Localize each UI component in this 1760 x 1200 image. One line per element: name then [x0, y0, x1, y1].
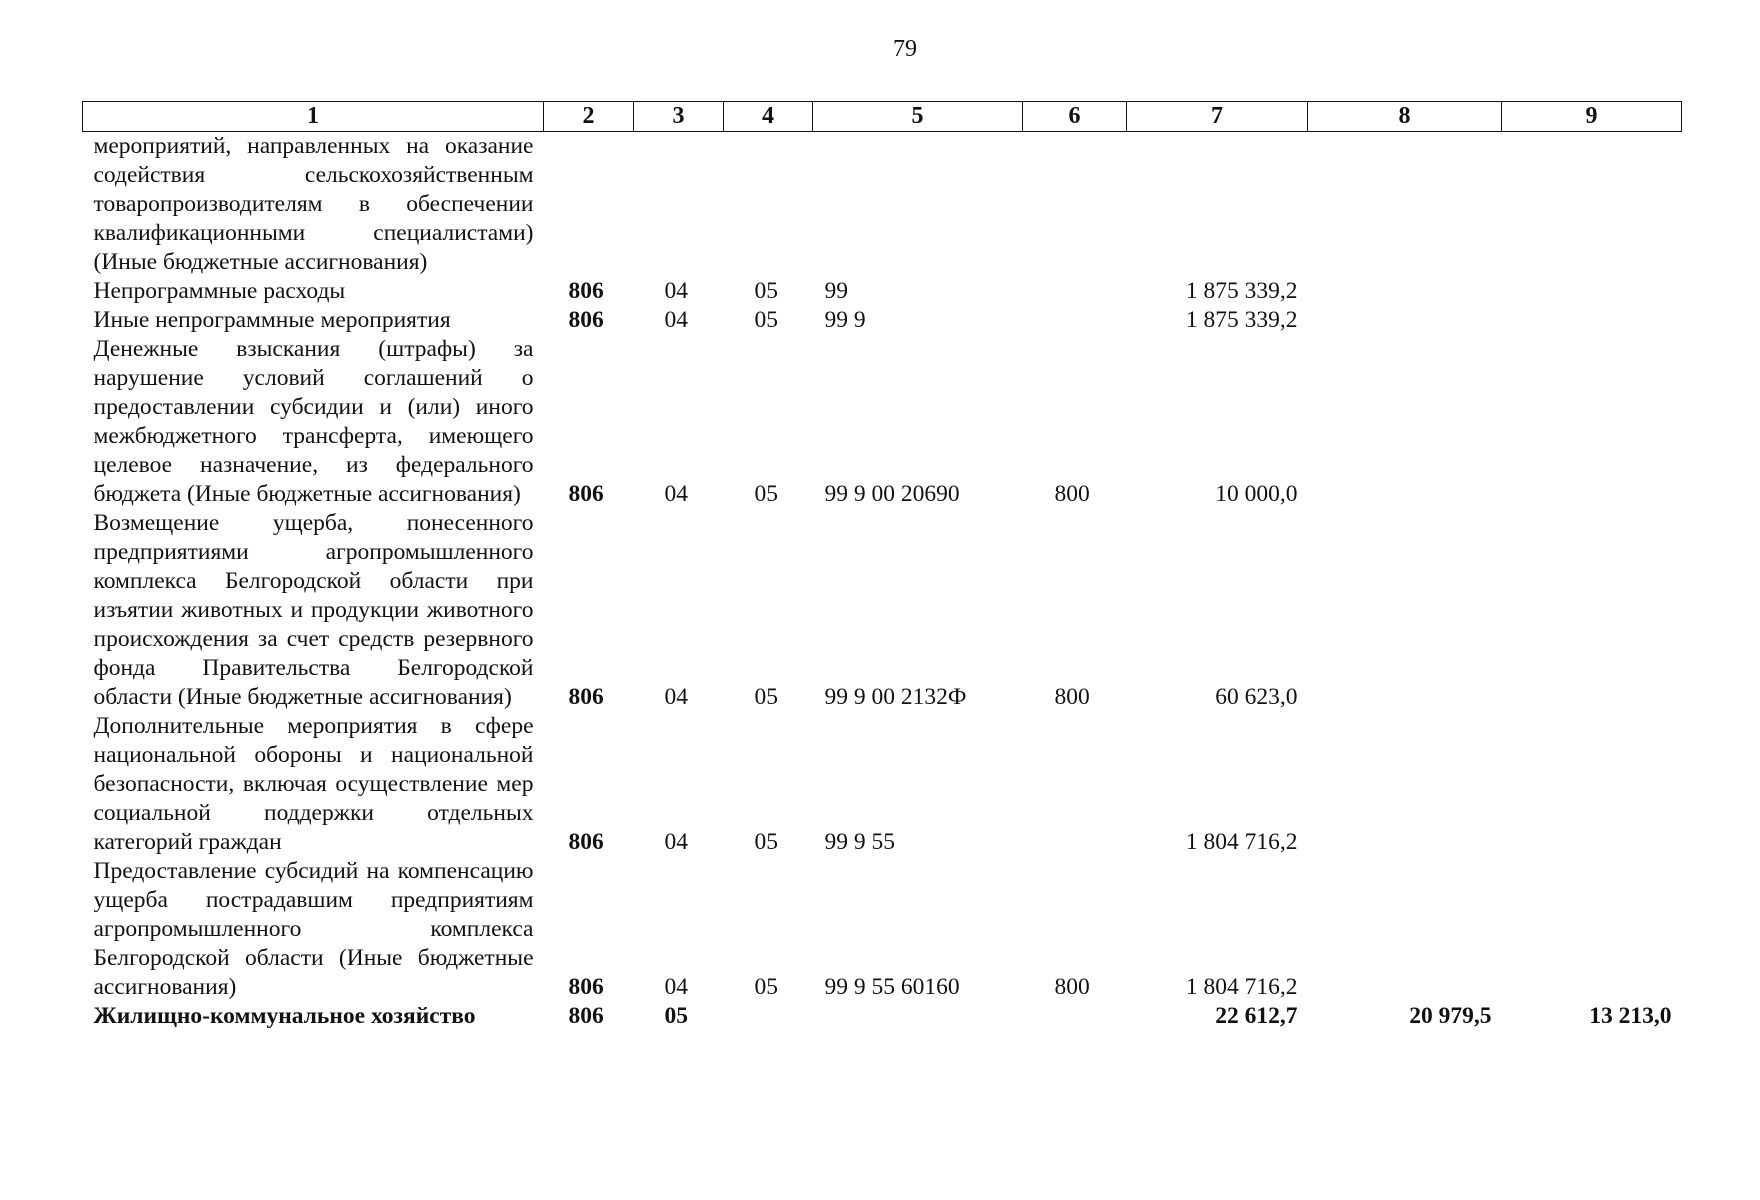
- table-row: [83, 1002, 1682, 1031]
- column-header: 7: [1127, 102, 1308, 132]
- row-amount-3: 13 213,0: [1589, 1003, 1672, 1029]
- row-amount-3: [1502, 277, 1682, 306]
- row-code-csr: 99 9 55: [824, 829, 895, 855]
- table-row: [83, 277, 1682, 306]
- column-header: 4: [724, 102, 813, 132]
- row-code-gr: 806: [568, 974, 604, 1000]
- row-code-csr: 99 9 00 20690: [824, 481, 960, 507]
- column-header: 3: [634, 102, 724, 132]
- row-amount-2: [1308, 132, 1502, 278]
- row-amount-1: 60 623,0: [1215, 684, 1298, 710]
- row-description: Дополнительные мероприятия в сфере национальной обороны и национальной безопасности, включая осуществление мер социальной поддержки отдельных категорий граждан: [93, 713, 534, 855]
- row-description: Жилищно-коммунальное хозяйство: [93, 1003, 476, 1029]
- row-code-pr: 05: [754, 307, 778, 333]
- row-amount-2: [1308, 335, 1502, 509]
- row-code-vr: 800: [1054, 481, 1090, 507]
- row-code-pr: 05: [754, 829, 778, 855]
- table-row: [83, 509, 1682, 712]
- row-amount-1: 1 875 339,2: [1185, 307, 1298, 333]
- row-code-csr: [813, 1002, 1023, 1031]
- row-code-rz: 04: [664, 684, 688, 710]
- column-header: 9: [1502, 102, 1682, 132]
- row-code-vr: [1023, 306, 1127, 335]
- column-header: 6: [1023, 102, 1127, 132]
- row-amount-2: [1308, 306, 1502, 335]
- row-amount-2: [1308, 712, 1502, 857]
- row-code-gr: 806: [568, 829, 604, 855]
- row-code-gr: 806: [568, 481, 604, 507]
- row-code-rz: [634, 132, 724, 278]
- row-code-csr: [813, 132, 1023, 278]
- column-header: 1: [83, 102, 544, 132]
- row-code-vr: [1023, 277, 1127, 306]
- column-header: 8: [1308, 102, 1502, 132]
- row-code-csr: 99: [824, 278, 848, 304]
- row-description: Возмещение ущерба, понесенного предприятиями агропромышленного комплекса Белгородской области при изъятии животных и продукции животного происхождения за счет средств резервного фонда Правительства Белгородской области (Иные бюджетные ассигнования): [93, 510, 534, 710]
- table-row: [83, 857, 1682, 1002]
- row-amount-3: [1502, 132, 1682, 278]
- row-code-vr: [1023, 132, 1127, 278]
- page-number: 79: [893, 36, 917, 62]
- row-description: Непрограммные расходы: [93, 278, 346, 304]
- column-header: 5: [813, 102, 1023, 132]
- row-amount-2: [1308, 277, 1502, 306]
- row-code-pr: [724, 132, 813, 278]
- row-code-rz: 04: [664, 829, 688, 855]
- table-header-row: [83, 102, 1682, 132]
- row-amount-1: 22 612,7: [1215, 1003, 1298, 1029]
- table-row: [83, 712, 1682, 857]
- row-code-rz: 04: [664, 307, 688, 333]
- row-amount-1: 1 804 716,2: [1185, 829, 1298, 855]
- column-header: 2: [544, 102, 634, 132]
- row-code-gr: 806: [568, 278, 604, 304]
- row-description: мероприятий, направленных на оказание содействия сельскохозяйственным товаропроизводителям в обеспечении квалификационными специалистами) (Иные бюджетные ассигнования): [93, 133, 534, 275]
- row-description: Иные непрограммные мероприятия: [93, 307, 451, 333]
- row-description: Денежные взыскания (штрафы) за нарушение условий соглашений о предоставлении субсидии и (или) иного межбюджетного трансферта, имеющего целевое назначение, из федерального бюджета (Иные бюджетные ассигнования): [93, 336, 534, 507]
- row-code-pr: 05: [754, 974, 778, 1000]
- row-amount-1: 10 000,0: [1215, 481, 1298, 507]
- row-code-rz: 04: [664, 974, 688, 1000]
- row-code-gr: 806: [568, 307, 604, 333]
- table-row: [83, 132, 1682, 278]
- row-amount-3: [1502, 712, 1682, 857]
- row-code-gr: 806: [568, 684, 604, 710]
- row-code-gr: [544, 132, 634, 278]
- row-code-pr: [724, 1002, 813, 1031]
- row-code-vr: [1023, 1002, 1127, 1031]
- row-amount-3: [1502, 335, 1682, 509]
- row-amount-1: 1 875 339,2: [1185, 278, 1298, 304]
- row-amount-1: [1127, 132, 1308, 278]
- row-code-rz: 04: [664, 481, 688, 507]
- row-amount-2: 20 979,5: [1409, 1003, 1492, 1029]
- row-code-gr: 806: [568, 1003, 604, 1029]
- row-amount-3: [1502, 306, 1682, 335]
- table-row: [83, 306, 1682, 335]
- row-amount-2: [1308, 857, 1502, 1002]
- row-amount-3: [1502, 509, 1682, 712]
- table-row: [83, 335, 1682, 509]
- row-amount-3: [1502, 857, 1682, 1002]
- row-code-pr: 05: [754, 684, 778, 710]
- row-code-rz: 04: [664, 278, 688, 304]
- row-code-rz: 05: [664, 1003, 688, 1029]
- budget-table: [82, 101, 1682, 1031]
- row-code-vr: 800: [1054, 684, 1090, 710]
- table-body: [83, 132, 1682, 1032]
- row-code-csr: 99 9 00 2132Ф: [824, 684, 967, 710]
- row-code-csr: 99 9: [824, 307, 866, 333]
- row-amount-2: [1308, 509, 1502, 712]
- row-description: Предоставление субсидий на компенсацию ущерба пострадавшим предприятиям агропромышленного комплекса Белгородской области (Иные бюджетные ассигнования): [93, 858, 534, 1000]
- row-code-csr: 99 9 55 60160: [824, 974, 960, 1000]
- row-code-vr: 800: [1054, 974, 1090, 1000]
- row-code-vr: [1023, 712, 1127, 857]
- row-amount-1: 1 804 716,2: [1185, 974, 1298, 1000]
- row-code-pr: 05: [754, 278, 778, 304]
- row-code-pr: 05: [754, 481, 778, 507]
